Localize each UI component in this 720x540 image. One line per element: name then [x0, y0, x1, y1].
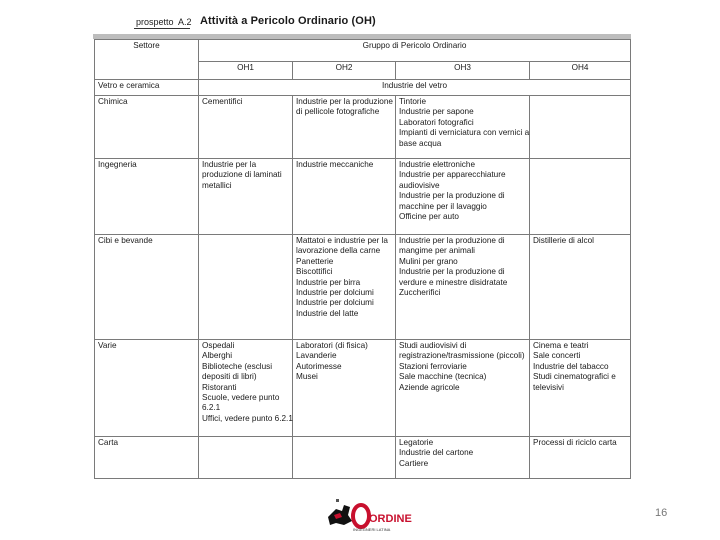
sector-cell [95, 437, 199, 479]
cell-line: metallici [202, 180, 232, 190]
logo-subtext: INGEGNERI LATINA [353, 527, 391, 532]
cell-line: Industrie per dolciumi [296, 288, 374, 298]
col-header-oh3: OH3 [396, 62, 530, 80]
cell-line: Zuccherifici [399, 288, 441, 298]
cell-line: Industrie meccaniche [296, 160, 374, 169]
cell-line: Industrie per dolciumi [296, 298, 374, 308]
cell-line: mangime per animali [399, 246, 475, 256]
oh1-cell [199, 96, 293, 159]
page-number: 16 [655, 507, 668, 519]
cell-line: Cartiere [399, 458, 429, 468]
ordine-ingegneri-logo [322, 493, 412, 537]
cell-line: Industrie per la produzione di [399, 236, 505, 245]
cell-line: Varie [98, 341, 117, 350]
cell-line: Industrie elettroniche [399, 160, 476, 169]
cell-line: Industrie per la produzione di [399, 191, 505, 201]
oh2-cell [293, 96, 396, 159]
cell-line: Chimica [98, 97, 128, 106]
cell-line: Stazioni ferroviarie [399, 361, 467, 371]
document-title: Attività a Pericolo Ordinario (OH) [200, 15, 376, 27]
oh2-cell [293, 235, 396, 340]
cell-line: Studi audiovisivi di [399, 341, 467, 350]
cell-line: Officine per auto [399, 212, 459, 222]
oh2-cell [293, 159, 396, 235]
oh1-cell [199, 437, 293, 479]
cell-line: Biblioteche (esclusi [202, 361, 273, 371]
cell-line: Musei [296, 372, 318, 382]
table-row [95, 96, 631, 159]
cell-line: Lavanderie [296, 351, 337, 361]
cell-line: Industrie del tabacco [533, 361, 609, 371]
oh4-cell [530, 235, 631, 340]
cell-line: Legatorie [399, 438, 434, 447]
cell-line: Autorimesse [296, 361, 342, 371]
cell-line: Ospedali [202, 341, 235, 350]
cell-line: di pellicole fotografiche [296, 107, 380, 117]
oh2-cell [293, 437, 396, 479]
table-row [95, 235, 631, 340]
cell-line: Cibi e bevande [98, 236, 153, 245]
cell-line: Ristoranti [202, 382, 237, 392]
cell-line: Industrie per apparecchiature [399, 170, 506, 180]
cell-line: Cinema e teatri [533, 341, 589, 350]
sector-cell [95, 159, 199, 235]
table-header-row [95, 40, 631, 62]
oh3-cell [396, 340, 530, 437]
cell-line: base acqua [399, 138, 442, 148]
prospetto-header [134, 14, 634, 30]
cell-line: Impianti di verniciatura con vernici a [399, 128, 530, 138]
cell-line: Mulini per grano [399, 256, 458, 266]
cell-line: Mattatoi e industrie per la [296, 236, 388, 245]
cell-line: macchine per il lavaggio [399, 201, 487, 211]
cell-line: Aziende agricole [399, 382, 460, 392]
oh4-cell [530, 340, 631, 437]
cell-line: Studi cinematografici e [533, 372, 616, 382]
cell-line: audiovisive [399, 180, 440, 190]
oh4-cell [530, 437, 631, 479]
prospetto-label: prospetto [136, 17, 174, 27]
cell-line: Industrie per birra [296, 277, 361, 287]
oh3-cell [396, 437, 530, 479]
cell-line: Carta [98, 438, 119, 447]
cell-line: Scuole, vedere punto [202, 393, 280, 403]
cell-line: Cementifici [202, 97, 243, 106]
oh1-cell [199, 159, 293, 235]
cell-line: verdure e minestre disidratate [399, 277, 508, 287]
oh3-cell [396, 235, 530, 340]
cell-line: Sale concerti [533, 351, 581, 361]
settore-header: Settore [95, 40, 199, 80]
cell-line: Tintorie [399, 97, 426, 106]
oh2-cell [293, 340, 396, 437]
prospetto-number: A.2 [178, 17, 192, 27]
oh4-cell [530, 96, 631, 159]
cell-line: Ingegneria [98, 160, 137, 169]
vetro-oh3-cell: Industrie del vetro [199, 80, 631, 96]
sector-cell: Vetro e ceramica [95, 80, 199, 96]
hazard-table [94, 39, 631, 479]
cell-line: depositi di libri) [202, 372, 257, 382]
oh3-cell [396, 96, 530, 159]
cell-line: Uffici, vedere punto 6.2.1 [202, 413, 293, 423]
cell-line: Biscottifici [296, 267, 333, 277]
cell-line: Industrie per la [202, 160, 257, 169]
cell-line: Panetterie [296, 256, 334, 266]
sector-cell [95, 96, 199, 159]
cell-line: lavorazione della carne [296, 246, 381, 256]
col-header-oh1: OH1 [199, 62, 293, 80]
logo-wordmark: ORDINE [369, 513, 412, 525]
cell-line: Processi di riciclo carta [533, 438, 617, 447]
cell-line: Laboratori (di fisica) [296, 341, 368, 350]
oh3-cell [396, 159, 530, 235]
cell-line: Industrie del cartone [399, 448, 474, 458]
sector-cell [95, 235, 199, 340]
cell-line: Distillerie di alcol [533, 236, 594, 245]
cell-line: registrazione/trasmissione (piccoli) [399, 351, 525, 361]
oh4-cell [530, 159, 631, 235]
cell-line: Industrie per sapone [399, 107, 474, 117]
table-row [95, 437, 631, 479]
cell-line: 6.2.1 [202, 403, 221, 413]
col-header-oh2: OH2 [293, 62, 396, 80]
col-header-oh4: OH4 [530, 62, 631, 80]
table-row [95, 340, 631, 437]
cell-line: Industrie per la produzione [296, 97, 393, 106]
cell-line: produzione di laminati [202, 170, 282, 180]
cell-line: televisivi [533, 382, 564, 392]
oh1-cell [199, 340, 293, 437]
cell-line: Sale macchine (tecnica) [399, 372, 487, 382]
table-row [95, 159, 631, 235]
cell-line: Laboratori fotografici [399, 117, 474, 127]
cell-line: Alberghi [202, 351, 233, 361]
cell-line: Industrie per la produzione di [399, 267, 505, 277]
sector-cell [95, 340, 199, 437]
oh1-cell [199, 235, 293, 340]
table-row-vetro [95, 80, 631, 96]
cell-line: Industrie del latte [296, 308, 359, 318]
group-header: Gruppo di Pericolo Ordinario [199, 40, 631, 62]
